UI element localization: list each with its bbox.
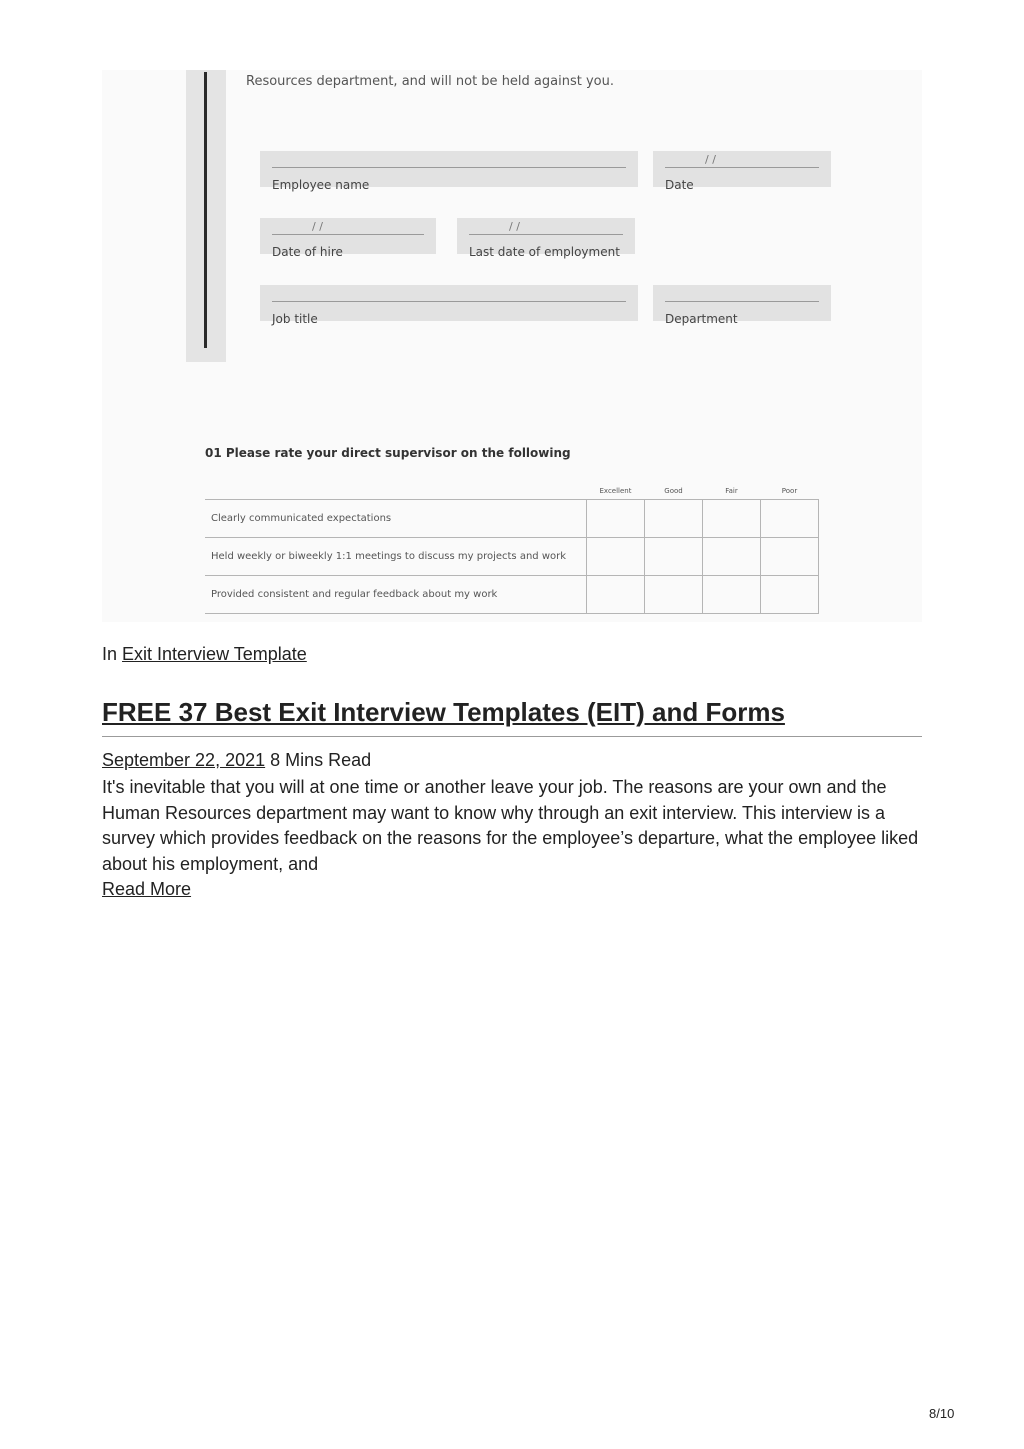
rating-cell: [587, 500, 645, 538]
table-row: [205, 576, 819, 614]
post-meta: [102, 750, 371, 771]
rating-header-blank: [205, 482, 587, 500]
rating-header-poor: Poor: [761, 482, 819, 500]
post-title-link[interactable]: FREE 37 Best Exit Interview Templates (EIT) and Forms: [102, 697, 785, 727]
rating-cell: [703, 538, 761, 576]
rating-header-excellent: Excellent: [587, 482, 645, 500]
rating-cell: [761, 538, 819, 576]
post-title: [102, 697, 922, 728]
field-underline: [272, 167, 626, 168]
rating-cell: [587, 576, 645, 614]
question-title: 01 Please rate your direct supervisor on the following: [205, 446, 571, 460]
post-excerpt: It's inevitable that you will at one time or another leave your job. The reasons are your own and the Human Resources department may want to know why through an exit interview. This interview is a survey which provides feedback on the reasons for the employee’s departure, what the employee liked about his employment, and: [102, 777, 919, 875]
page-number: 8/10: [929, 1406, 955, 1421]
date-slashes: / /: [705, 153, 716, 166]
date-label: Date: [665, 178, 694, 192]
statement-cell: Provided consistent and regular feedback about my work: [205, 576, 587, 614]
rating-header-good: Good: [645, 482, 703, 500]
supervisor-rating-table: [205, 482, 819, 614]
read-more-link[interactable]: Read More: [102, 879, 192, 899]
rating-cell: [761, 500, 819, 538]
employee-name-field: [260, 151, 638, 192]
last-date-of-employment-field: [457, 218, 635, 259]
table-row: [205, 538, 819, 576]
rating-cell: [645, 576, 703, 614]
field-underline: [469, 234, 623, 235]
rating-cell: [703, 500, 761, 538]
rating-header-fair: Fair: [703, 482, 761, 500]
department-field: [653, 285, 831, 326]
statement-cell: Held weekly or biweekly 1:1 meetings to discuss my projects and work: [205, 538, 587, 576]
rating-cell: [645, 538, 703, 576]
rating-cell: [703, 576, 761, 614]
post-date-link[interactable]: September 22, 2021: [102, 750, 266, 770]
field-underline: [665, 167, 819, 168]
read-time: 8 Mins Read: [270, 750, 372, 770]
rating-cell: [587, 538, 645, 576]
last-date-of-employment-label: Last date of employment: [469, 245, 620, 259]
field-underline: [272, 301, 626, 302]
category-line: [102, 644, 307, 665]
date-of-hire-label: Date of hire: [272, 245, 343, 259]
date-field: [653, 151, 831, 192]
date-of-hire-field: [260, 218, 436, 259]
job-title-label: Job title: [272, 312, 318, 326]
form-intro-text: Resources department, and will not be held against you.: [246, 74, 614, 89]
category-link[interactable]: Exit Interview Template: [122, 644, 307, 664]
rating-cell: [645, 500, 703, 538]
title-divider: [102, 736, 922, 737]
field-underline: [665, 301, 819, 302]
department-label: Department: [665, 312, 738, 326]
date-slashes: / /: [312, 220, 323, 233]
form-sidebar-line: [204, 72, 207, 348]
article-thumbnail-form-image[interactable]: [102, 70, 922, 622]
job-title-field: [260, 285, 638, 326]
field-underline: [272, 234, 424, 235]
table-row: [205, 500, 819, 538]
employee-name-label: Employee name: [272, 178, 370, 192]
date-slashes: / /: [509, 220, 520, 233]
rating-header-row: [205, 482, 819, 500]
statement-cell: Clearly communicated expectations: [205, 500, 587, 538]
rating-cell: [761, 576, 819, 614]
category-prefix: In: [102, 644, 118, 664]
